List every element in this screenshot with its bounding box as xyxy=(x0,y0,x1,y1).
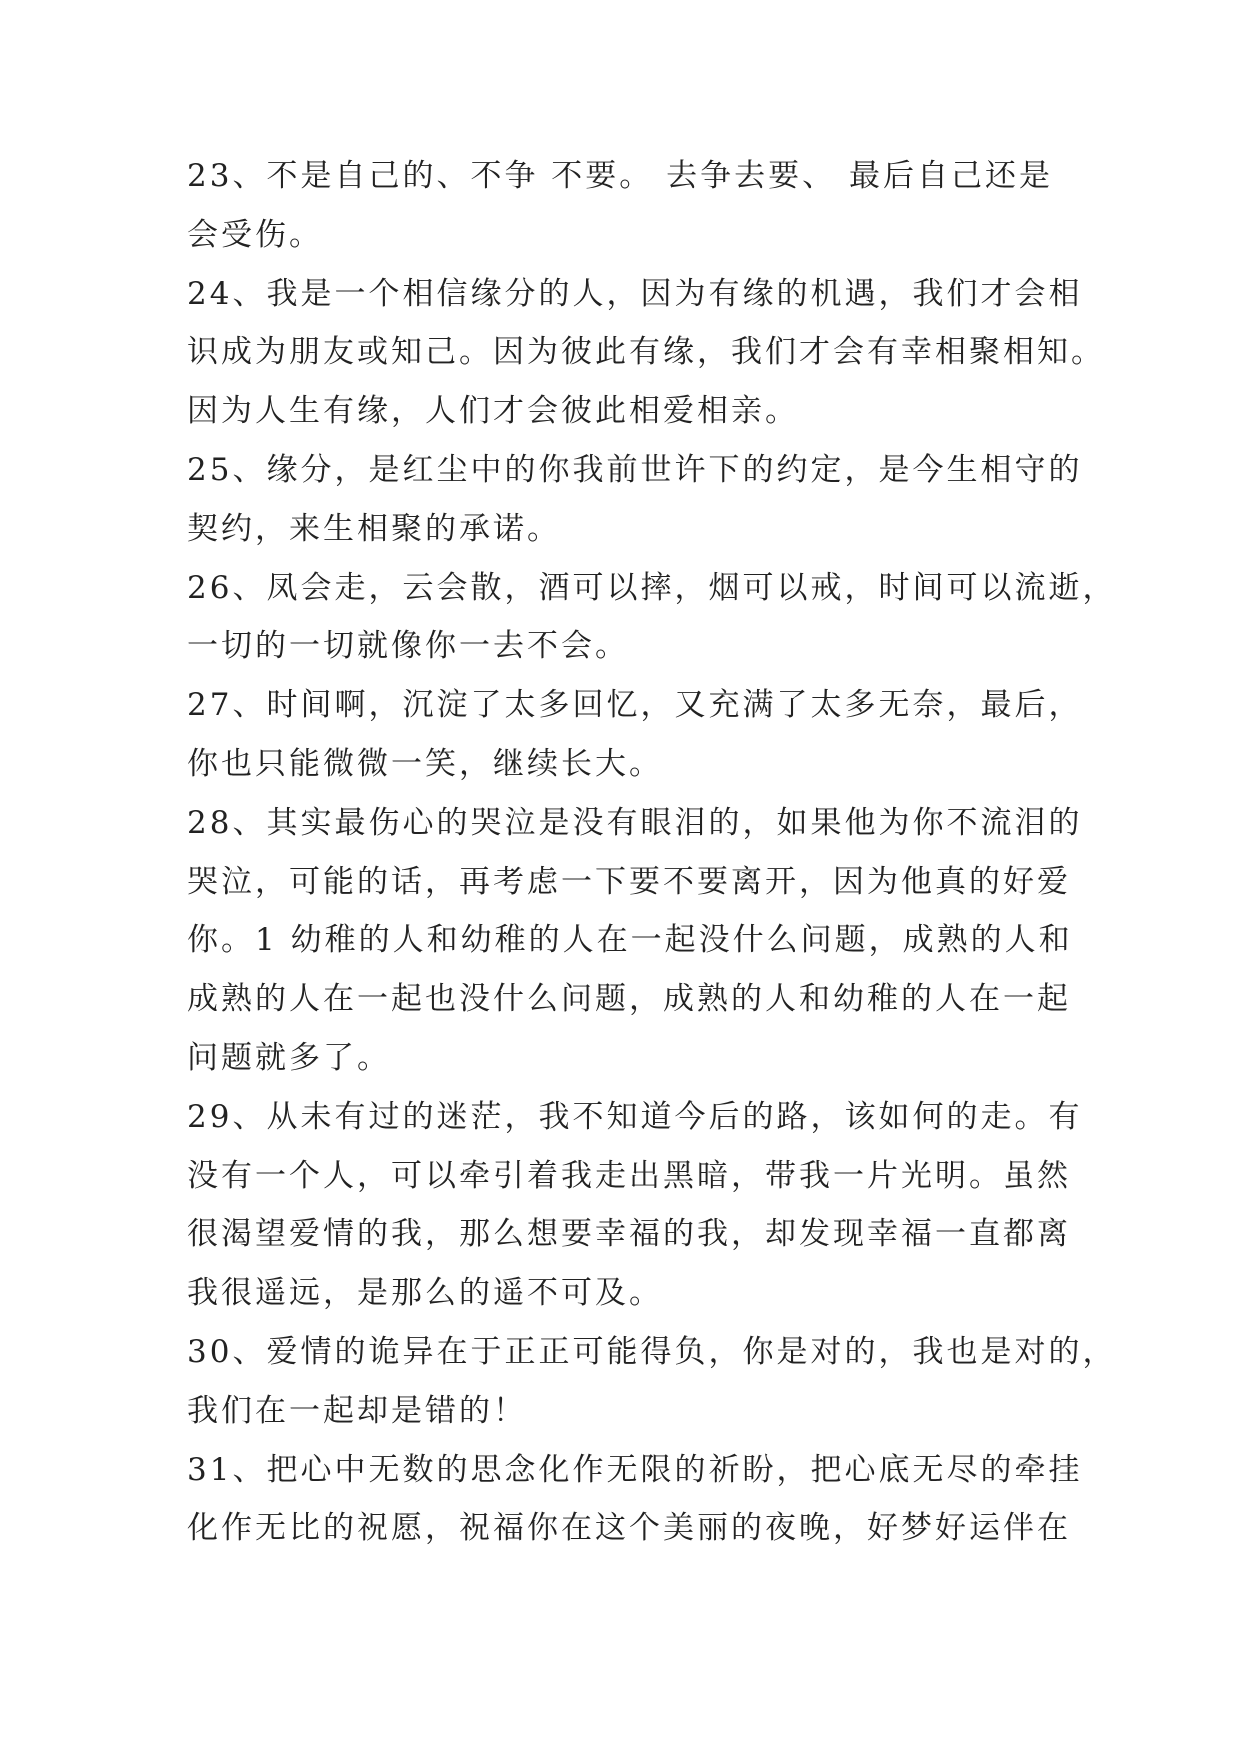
text-line: 我们在一起却是错的！ xyxy=(187,1392,527,1429)
text-line: 26、凤会走，云会散，酒可以摔，烟可以戒，时间可以流逝， xyxy=(187,569,1117,606)
text-line: 因为人生有缘，人们才会彼此相爱相亲。 xyxy=(187,393,799,430)
text-line: 24、我是一个相信缘分的人，因为有缘的机遇，我们才会相 xyxy=(187,275,1083,312)
text-line: 化作无比的祝愿，祝福你在这个美丽的夜晚，好梦好运伴在 xyxy=(187,1510,1071,1547)
text-line: 哭泣，可能的话，再考虑一下要不要离开，因为他真的好爱 xyxy=(187,863,1071,900)
text-line: 23、不是自己的、不争 不要。 去争去要、 最后自己还是 xyxy=(187,158,1054,194)
text-line: 28、其实最伤心的哭泣是没有眼泪的，如果他为你不流泪的 xyxy=(187,804,1083,841)
text-line: 没有一个人，可以牵引着我走出黑暗，带我一片光明。虽然 xyxy=(187,1157,1071,1194)
text-line: 27、时间啊，沉淀了太多回忆，又充满了太多无奈，最后， xyxy=(187,687,1083,724)
text-line: 你。1 幼稚的人和幼稚的人在一起没什么问题，成熟的人和 xyxy=(187,922,1073,959)
text-line: 29、从未有过的迷茫，我不知道今后的路，该如何的走。有 xyxy=(187,1098,1083,1135)
text-line: 一切的一切就像你一去不会。 xyxy=(187,628,629,665)
text-line: 问题就多了。 xyxy=(187,1039,391,1076)
text-line: 25、缘分，是红尘中的你我前世许下的约定，是今生相守的 xyxy=(187,451,1083,488)
text-line: 成熟的人在一起也没什么问题，成熟的人和幼稚的人在一起 xyxy=(187,981,1071,1018)
text-line: 会受伤。 xyxy=(187,216,323,253)
text-line: 我很遥远，是那么的遥不可及。 xyxy=(187,1275,663,1312)
text-line: 你也只能微微一笑，继续长大。 xyxy=(187,745,663,782)
text-line: 识成为朋友或知己。因为彼此有缘，我们才会有幸相聚相知。 xyxy=(187,334,1105,371)
text-line: 很渴望爱情的我，那么想要幸福的我，却发现幸福一直都离 xyxy=(187,1216,1071,1253)
text-line: 31、把心中无数的思念化作无限的祈盼，把心底无尽的牵挂 xyxy=(187,1451,1083,1488)
text-line: 30、爱情的诡异在于正正可能得负，你是对的，我也是对的， xyxy=(187,1333,1117,1370)
text-line: 契约，来生相聚的承诺。 xyxy=(187,510,561,547)
document-body xyxy=(187,156,1117,1567)
